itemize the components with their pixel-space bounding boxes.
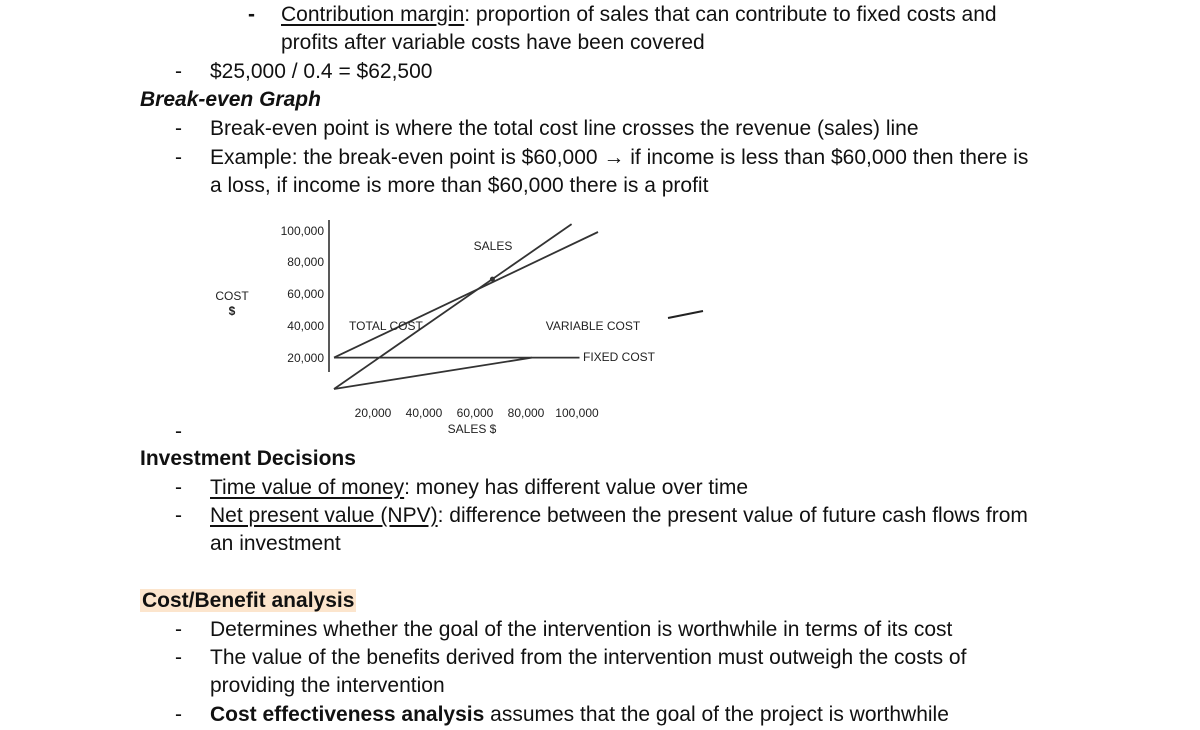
cost-benefit-heading (140, 587, 356, 615)
y-axis-label-unit: $ (228, 304, 236, 318)
x-tick-label: 20,000 (354, 406, 392, 420)
cost-benefit-bullet-2-cont: providing the intervention (210, 674, 445, 697)
break-even-bullet-1: Break-even point is where the total cost line crosses the revenue (sales) line (210, 117, 919, 140)
break-even-heading: Break-even Graph (140, 88, 321, 111)
total-cost-line-label: TOTAL COST (349, 319, 423, 333)
y-tick-label: 100,000 (280, 224, 324, 238)
sales-line-label: SALES (473, 239, 513, 253)
stray-mark (668, 311, 703, 318)
investment-heading: Investment Decisions (140, 447, 356, 470)
npv-text: : difference between the present value of future cash flows from (437, 504, 1028, 527)
time-value-bullet (210, 474, 748, 502)
npv-bullet (210, 502, 1028, 530)
bullet-dash: - (175, 703, 182, 726)
variable-cost-line (334, 358, 532, 389)
y-tick-label: 20,000 (287, 351, 324, 365)
sales-line (334, 224, 572, 389)
bullet-dash: - (175, 476, 182, 499)
break-even-bullet-2: Example: the break-even point is $60,000 → if income is less than $60,000 then there is (210, 146, 1029, 169)
x-tick-label: 60,000 (456, 406, 494, 420)
y-tick-label: 60,000 (287, 287, 324, 301)
bullet-dash: - (175, 646, 182, 669)
bullet-dash: - (248, 3, 255, 26)
bullet-dash: - (175, 146, 182, 169)
variable-cost-line-label: VARIABLE COST (545, 319, 641, 333)
npv-text-cont: an investment (210, 532, 341, 555)
contribution-margin-term: Contribution margin (281, 3, 465, 26)
time-value-term: Time value of money (210, 476, 405, 499)
cost-benefit-heading-text: Cost/Benefit analysis (142, 589, 355, 612)
cost-benefit-bullet-1: Determines whether the goal of the intervention is worthwhile in terms of its cost (210, 618, 953, 641)
break-even-bullet-2-cont: a loss, if income is more than $60,000 there is a profit (210, 174, 709, 197)
total-cost-line (334, 232, 598, 358)
contribution-margin-text-cont: profits after variable costs have been covered (281, 31, 705, 54)
y-tick-label: 40,000 (287, 319, 324, 333)
npv-term: Net present value (NPV) (210, 504, 438, 527)
cost-effectiveness-text: assumes that the goal of the project is worthwhile (484, 703, 949, 726)
bullet-dash: - (175, 504, 182, 527)
x-tick-label: 40,000 (405, 406, 443, 420)
y-tick-label: 80,000 (287, 255, 324, 269)
bullet-dash: - (175, 60, 182, 83)
x-tick-label: 100,000 (555, 406, 599, 420)
calculation-text: $25,000 / 0.4 = $62,500 (210, 60, 433, 83)
fixed-cost-line-label: FIXED COST (582, 350, 656, 364)
x-tick-label: 80,000 (507, 406, 545, 420)
bullet-dash: - (175, 117, 182, 140)
contribution-margin-text: : proportion of sales that can contribute to fixed costs and (464, 3, 997, 26)
bullet-dash: - (175, 618, 182, 641)
break-even-point (490, 277, 495, 282)
cost-effectiveness-bullet (210, 701, 949, 729)
bullet-dash: - (175, 420, 182, 443)
cost-effectiveness-term: Cost effectiveness analysis (210, 703, 485, 726)
cost-benefit-bullet-2: The value of the benefits derived from the intervention must outweigh the costs of (210, 646, 967, 669)
x-axis-label: SALES $ (447, 422, 497, 436)
y-axis-label: COST (215, 289, 249, 303)
time-value-text: : money has different value over time (404, 476, 749, 499)
